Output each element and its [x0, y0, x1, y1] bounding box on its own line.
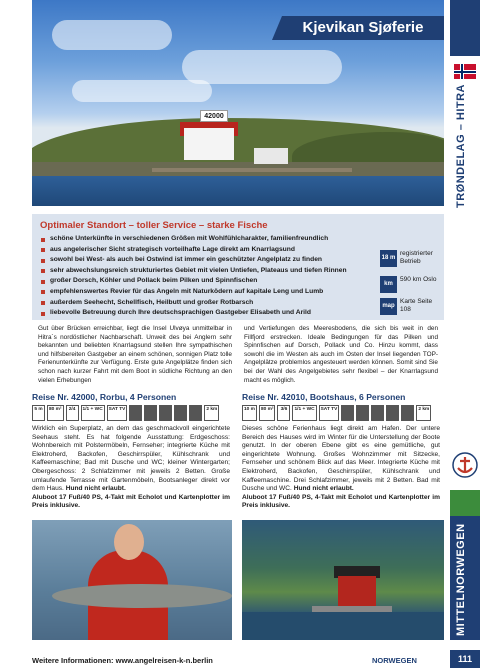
- pets-note: Hund nicht erlaubt.: [65, 485, 126, 493]
- rooms-icon: 3/6: [277, 405, 290, 421]
- highlights-box: Optimaler Standort – toller Service – starke Fische schöne Unterkünfte in verschiedenen Größen mit Wohlfühlcharakter, familienfreundlich aus angelerischer Sicht strategisch vorteilhafte Lage direkt am Knarrlagsund sowohl bei West- als auch bei Ostwind ist immer ein geschützter Angelplatz zu finden sehr abwechslungsreich strukturiertes Gebiet mit vielen Untiefen, Plateaus und tiefen Rinnen großer Dorsch, Köhler und Pollack beim Pilken und Spinnfischen empfehlenswertes Revier für das Angeln mit Naturködern auf kapitale Leng und Lumb außerdem Seehecht, Schellfisch, Heilbutt und großer Rotbarsch liebevolle Betreuung durch Ihre deutschsprachigen Gastgeber Elisabeth und Arild 18 m registrierter Betrieb km 590 km Oslo map Karte Seite 108: [32, 214, 444, 320]
- page-title: Kjevikan Sjøferie: [282, 16, 444, 40]
- pets-note: Hund nicht erlaubt.: [293, 485, 354, 493]
- area-icon: 80 m²: [259, 405, 276, 421]
- description-right: und Vertiefungen des Meeresbodens, die sich bis weit in den Fillfjord erstrecken. Ideale Bedingungen für das Pilken und Spinnfischen auf Dorsch, Pollack und Co. Hinzu kommt, dass sowohl die im Westen als auch im Osten der Insel liegenden TOP-Angelplätze problemlos angesteuert werden können. Somit sind Sie bei der Wahl des Angelgebietes sehr flexibel – der Knarrlagsund macht es möglich.: [244, 325, 438, 384]
- footer-country: NORWEGEN: [372, 656, 417, 665]
- offer-42010: [242, 392, 440, 511]
- shopping-icon: [401, 405, 414, 421]
- amenity-badges: [242, 405, 440, 421]
- rooms-icon: 2/4: [66, 405, 79, 421]
- list-item: empfehlenswertes Revier für das Angeln mit Naturködern auf kapitale Leng und Lumb: [40, 287, 380, 298]
- list-item: liebevolle Betreuung durch Ihre deutschsprachigen Gastgeber Elisabeth und Arild: [40, 308, 380, 319]
- dishwasher-icon: [356, 405, 369, 421]
- list-item: schöne Unterkünfte in verschiedenen Größen mit Wohlfühlcharakter, familienfreundlich: [40, 234, 380, 245]
- side-tab-top-block: [450, 0, 480, 56]
- offer-title: Reise Nr. 42010, Bootshaus, 6 Personen: [242, 392, 406, 402]
- shopping-icon: [189, 405, 202, 421]
- tv-icon: SAT TV: [319, 405, 340, 421]
- list-item: sehr abwechslungsreich strukturiertes Gebiet mit vielen Untiefen, Plateaus und tiefen Rinnen: [40, 266, 380, 277]
- description-left: Gut über Brücken erreichbar, liegt die Insel Ulvøya unmittelbar in Hitra´s nordöstlicher Nachbarschaft. Unweit des bei Anglern sehr bekannten und beliebten Knarrlagsund stellen Ihre sympathischen und hilfsbereiten Gastgeber an einem schönen, sonnigen Platz tolle Ferienunterkünfte zur Verfügung. Erste gute Angelplätze finden sich schon nach kurzer Fahrt mit dem Boot in südliche Richtung an den vielen Erhebungen: [38, 325, 232, 384]
- page-number: 111: [450, 650, 480, 668]
- list-item: großer Dorsch, Köhler und Pollack beim Pilken und Spinnfischen: [40, 276, 380, 287]
- offer-42000: [32, 392, 230, 511]
- region-label-top: TRØNDELAG – HITRA: [455, 84, 467, 208]
- description: [38, 325, 438, 387]
- wifi-icon: [386, 405, 399, 421]
- bath-icon: 1/1 + WC: [292, 405, 316, 421]
- washer-icon: [341, 405, 354, 421]
- wifi-icon: [174, 405, 187, 421]
- boat-size-icon: 18 m: [380, 250, 397, 267]
- washer-icon: [129, 405, 142, 421]
- dishwasher-icon: [144, 405, 157, 421]
- side-tab-green-block: [450, 490, 480, 516]
- highlights-list: [40, 234, 380, 319]
- amenity-badges: [32, 405, 230, 421]
- boat-icon: [371, 405, 384, 421]
- norway-flag-icon: [454, 64, 476, 79]
- shop-distance-icon: 2 km: [204, 405, 219, 421]
- distance-water-icon: 10 m: [242, 405, 257, 421]
- offer-body: Dieses schöne Ferienhaus liegt direkt am Hafen. Der untere Bereich des Hauses wird im Winter für die Unterstellung der Boote genutzt. In der oberen Ebene gibt es eine gemütliche, gut eingerichtete Wohnung. Großes Wohnzimmer mit Sitzecke, Fernseher und schönem Blick auf das Meer. Integrierte Küche mit Elektroherd, Backofen, Geschirrspüler, Kühlschrank und Kaffeemaschine. Drei Schlafzimmer, jeweils mit 2 Betten. Bad mit Dusche und WC. Hund nicht erlaubt.: [242, 425, 440, 493]
- boat-icon: [159, 405, 172, 421]
- boat-note: Aluboot 17 Fuß/40 PS, 4-Takt mit Echolot und Kartenplotter im Preis inklusive.: [242, 493, 440, 510]
- distance-water-icon: 5 m: [32, 405, 45, 421]
- list-item: sowohl bei West- als auch bei Ostwind ist immer ein geschützter Angelplatz zu finden: [40, 255, 380, 266]
- offer-body: Wirklich ein Superplatz, an dem das geschmackvoll eingerichtete Seehaus steht. Es hat folgende Ausstattung: Erdgeschoss: Wohnbereich mit Polstermöbeln, Fernseher; integrierte Küche mit Elektroherd, Backofen, Geschirrspüler, Kühlschrank und Kaffeemaschine; Bad mit Dusche und WC; kleiner Wintergarten; Obergeschoss: 2 Schlafzimmer mit jeweils 2 Betten. Große umlaufende Terrasse mit Gartenmöbeln, Bootsanleger direkt vor dem Haus. Hund nicht erlaubt.: [32, 425, 230, 493]
- boathouse-photo: [242, 520, 444, 640]
- map-icon: map: [380, 298, 397, 315]
- area-icon: 80 m²: [47, 405, 64, 421]
- tv-icon: SAT TV: [107, 405, 128, 421]
- list-item: außerdem Seehecht, Schellfisch, Heilbutt und großer Rotbarsch: [40, 298, 380, 309]
- house-number-tag: 42000: [200, 110, 228, 122]
- offer-title: Reise Nr. 42000, Rorbu, 4 Personen: [32, 392, 177, 402]
- anchor-logo-icon: [452, 452, 478, 478]
- distance-icon: km: [380, 276, 397, 293]
- region-label-bottom: MITTELNORWEGEN: [455, 523, 467, 636]
- list-item: aus angelerischer Sicht strategisch vorteilhafte Lage direkt am Knarrlagsund: [40, 245, 380, 256]
- bath-icon: 1/1 + WC: [81, 405, 105, 421]
- highlights-heading: Optimaler Standort – toller Service – starke Fische: [40, 220, 268, 231]
- angler-photo: [32, 520, 232, 640]
- boat-note: Aluboot 17 Fuß/40 PS, 4-Takt mit Echolot und Kartenplotter im Preis inklusive.: [32, 493, 230, 510]
- footer-info: Weitere Informationen: www.angelreisen-k-n.berlin: [32, 656, 213, 665]
- shop-distance-icon: 2 km: [416, 405, 431, 421]
